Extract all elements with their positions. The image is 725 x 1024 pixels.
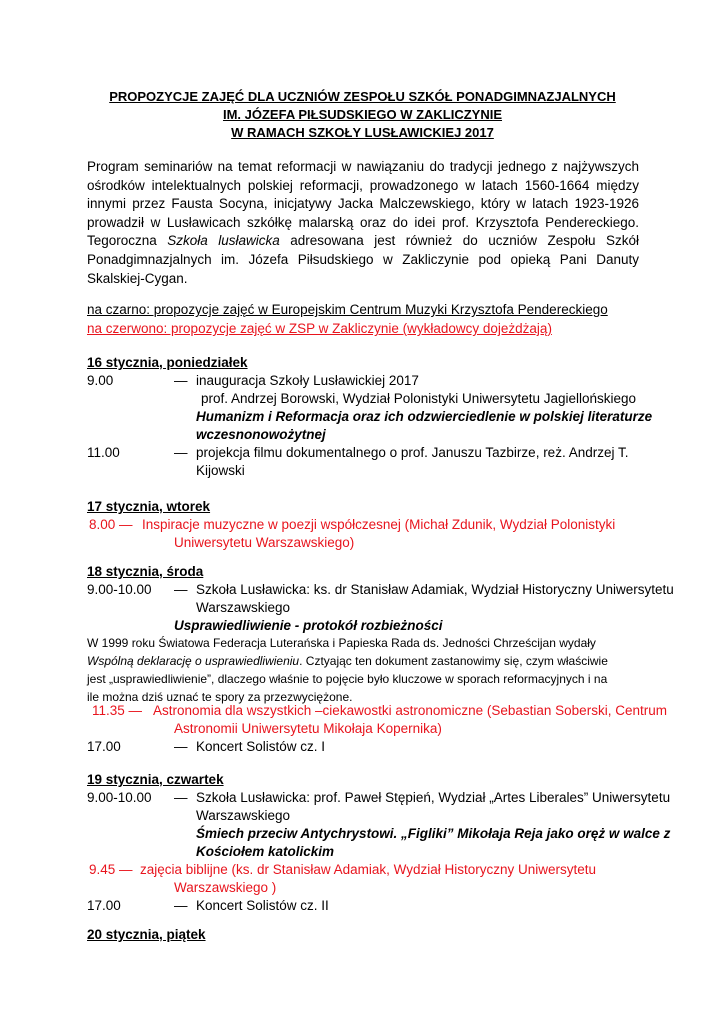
title-line-2: IM. JÓZEFA PIŁSUDSKIEGO W ZAKLICZYNIE <box>222 107 503 122</box>
description-line <box>87 652 639 670</box>
day-heading-16: 16 stycznia, poniedziałek <box>87 355 248 370</box>
lecture-description <box>87 634 639 706</box>
entry-dash: — <box>174 739 188 754</box>
entry-time: 11.35 — <box>92 703 143 718</box>
description-line: jest „usprawiedliwienie”, dlaczego właśnie to pojęcie było kluczowe w sporach reformacyjnych i na <box>87 672 608 686</box>
entry-lecturer: prof. Andrzej Borowski, Wydział Polonistyki Uniwersytetu Jagiellońskiego <box>201 391 637 406</box>
entry-lecture-title: Śmiech przeciw Antychrystowi. „Figliki” Mikołaja Reja jako oręż w walce z <box>196 826 671 841</box>
entry-dash: — <box>174 445 188 460</box>
entry-dash: — <box>174 898 188 913</box>
entry-time: 8.00 — <box>89 517 133 532</box>
entry-text-cont: Warszawskiego <box>196 808 291 823</box>
legend-black: na czarno: propozycje zajęć w Europejskim Centrum Muzyki Krzysztofa Pendereckiego <box>87 302 608 317</box>
day-heading-19: 19 stycznia, czwartek <box>87 772 224 787</box>
entry-lecture-title: Usprawiedliwienie - protokół rozbieżności <box>174 618 443 633</box>
document-title <box>0 88 725 142</box>
entry-text: Szkoła Lusławicka: ks. dr Stanisław Adamiak, Wydział Historyczny Uniwersytetu <box>196 582 674 597</box>
entry-time: 9.00 <box>87 373 114 388</box>
entry-text-cont: Warszawskiego ) <box>174 880 277 895</box>
entry-text: Inspiracje muzyczne w poezji współczesnej (Michał Zdunik, Wydział Polonistyki <box>142 517 616 532</box>
entry-text: Koncert Solistów cz. II <box>196 898 329 913</box>
description-text: . Cztyając ten dokument zastanowimy się, czym właściwie <box>299 654 608 668</box>
entry-text-cont: Uniwersytetu Warszawskiego) <box>174 535 355 550</box>
title-line-1: PROPOZYCJE ZAJĘĆ DLA UCZNIÓW ZESPOŁU SZKÓŁ PONADGIMNAZJALNYCH <box>109 89 616 104</box>
entry-text: Astronomia dla wszystkich –ciekawostki astronomiczne (Sebastian Soberski, Centrum <box>153 703 667 718</box>
day-heading-17: 17 stycznia, wtorek <box>87 499 211 514</box>
entry-text: Szkoła Lusławicka: prof. Paweł Stępień, Wydział „Artes Liberales” Uniwersytetu <box>196 790 671 805</box>
legend-red: na czerwono: propozycje zajęć w ZSP w Zakliczynie (wykładowcy dojeżdżają) <box>87 321 552 336</box>
entry-text: inauguracja Szkoły Lusławickiej 2017 <box>196 373 419 388</box>
entry-time: 11.00 <box>87 445 120 460</box>
entry-dash: — <box>174 373 188 388</box>
entry-dash: — <box>174 582 188 597</box>
entry-text: zajęcia biblijne (ks. dr Stanisław Adamiak, Wydział Historyczny Uniwersytetu <box>140 862 597 877</box>
entry-time: 9.45 — <box>89 862 133 877</box>
description-line: ile można dziś uznać te spory za przezwyciężone. <box>87 690 353 704</box>
entry-time: 9.00-10.00 <box>87 582 152 597</box>
entry-lecture-title-cont: Kościołem katolickim <box>196 844 335 859</box>
entry-dash: — <box>174 790 188 805</box>
day-heading-20: 20 stycznia, piątek <box>87 927 206 942</box>
description-italic: Wspólną deklarację o usprawiedliwieniu <box>87 654 300 668</box>
entry-lecture-title: Humanizm i Reformacja oraz ich odzwierciedlenie w polskiej literaturze <box>196 409 653 424</box>
intro-text-1: Program seminariów na temat reformacji w nawiązaniu do tradycji jednego z najżywszych ośrodków intelektualnych polskiej reformacji, prowadzonego w latach 1560-1664 między innymi przez Fausta Socyna, inicjatywy Jacka Malczewskiego, który w latach 1923-1926 prowadził w Lusławicach szkółkę malarską oraz do idei prof. Krzysztofa Pendereckiego. Tegoroczna <box>87 159 639 249</box>
entry-text-cont: Warszawskiego <box>196 600 291 615</box>
entry-time: 17.00 <box>87 739 121 754</box>
day-heading-18: 18 stycznia, środa <box>87 564 204 579</box>
entry-text: Koncert Solistów cz. I <box>196 739 326 754</box>
intro-paragraph <box>87 158 639 288</box>
intro-italic: Szkoła lusławicka <box>167 233 280 249</box>
entry-lecture-title-cont: wczesnonowożytnej <box>196 427 326 442</box>
entry-text-cont: Astronomii Uniwersytetu Mikołaja Kopernika) <box>174 721 442 736</box>
title-line-3: W RAMACH SZKOŁY LUSŁAWICKIEJ 2017 <box>231 125 494 140</box>
description-line: W 1999 roku Światowa Federacja Luterańska i Papieska Rada ds. Jedności Chrześcijan wydały <box>87 636 596 650</box>
entry-time: 9.00-10.00 <box>87 790 152 805</box>
entry-text: projekcja filmu dokumentalnego o prof. Januszu Tazbirze, reż. Andrzej T. Kijowski <box>196 445 629 478</box>
entry-time: 17.00 <box>87 898 121 913</box>
intro-text-2: adresowana jest również do uczniów Zespołu Szkół Ponadgimnazjalnych im. Józefa Piłsudskiego w Zakliczynie pod opieką Pani Danuty Skalskiej-Cygan. <box>87 233 639 286</box>
